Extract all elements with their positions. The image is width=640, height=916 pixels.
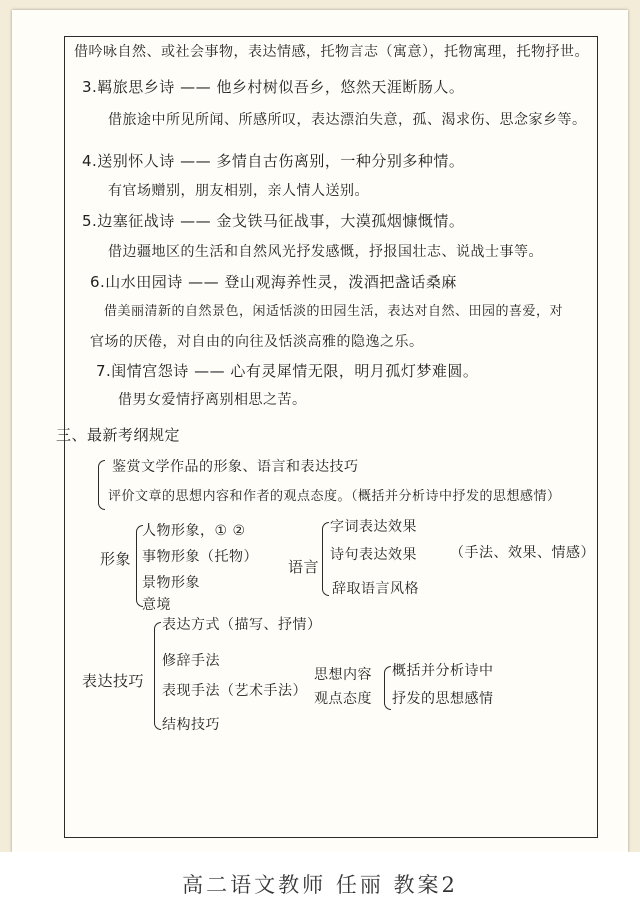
biaoda-item-4: 结构技巧 <box>162 717 220 733</box>
line-12: 借男女爱情抒离别相思之苦。 <box>118 392 307 408</box>
line-3: 借旅途中所见所闻、所感所叹，表达漂泊失意，孤、渴求伤、思念家乡等。 <box>108 112 587 128</box>
line-10: 官场的厌倦，对自由的向往及恬淡高雅的隐逸之乐。 <box>90 334 424 350</box>
footer-text: 高二语文教师 任丽 教案2 <box>182 873 458 897</box>
line-6: 5.边塞征战诗 —— 金戈铁马征战事，大漠孤烟慷慨情。 <box>82 212 465 230</box>
line-8: 6.山水田园诗 —— 登山观海养性灵，泼酒把盏话桑麻 <box>90 273 457 291</box>
footer-caption <box>0 852 640 916</box>
requirement-2: 评价文章的思想内容和作者的观点态度。（概括并分析诗中抒发的思想感情） <box>108 489 561 504</box>
biaoda-item-1: 表达方式（描写、抒情） <box>162 617 322 633</box>
section-title: 三、最新考纲规定 <box>56 426 181 444</box>
xingxiang-item-4: 意境 <box>142 597 171 613</box>
guandian-brace <box>384 666 391 710</box>
yuyan-item-2: 诗句表达效果 <box>330 547 417 563</box>
xingxiang-item-3: 景物形象 <box>142 575 200 591</box>
line-4: 4.送别怀人诗 —— 多情自古伤离别，一种分别多种情。 <box>82 152 465 170</box>
line-1: 借吟咏自然、或社会事物，表达情感，托物言志（寓意），托物寓理，托物抒世。 <box>74 44 589 60</box>
yuyan-item-3: 辞取语言风格 <box>332 581 419 597</box>
yuyan-brace <box>322 522 329 596</box>
requirements-brace <box>98 460 105 510</box>
line-2: 3.羁旅思乡诗 —— 他乡村树似吾乡，悠然天涯断肠人。 <box>82 78 465 96</box>
line-11: 7.闺情宫怨诗 —— 心有灵犀情无限，明月孤灯梦难圆。 <box>96 362 479 380</box>
yuyan-note: （手法、效果、情感） <box>450 545 595 561</box>
guandian-label-2: 观点态度 <box>314 691 372 707</box>
line-5: 有官场赠别，朋友相别，亲人情人送别。 <box>108 183 369 199</box>
yuyan-item-1: 字词表达效果 <box>330 519 417 535</box>
biaoda-brace <box>154 622 161 730</box>
line-9: 借美丽清新的自然景色，闲适恬淡的田园生活，表达对自然、田园的喜爱，对 <box>104 304 564 319</box>
biaoda-label: 表达技巧 <box>82 672 145 690</box>
notebook-page <box>12 10 628 852</box>
xingxiang-item-2: 事物形象（托物） <box>142 549 258 565</box>
line-7: 借边疆地区的生活和自然风光抒发感慨，抒报国壮志、说战士事等。 <box>108 244 543 260</box>
yuyan-label: 语言 <box>288 558 320 576</box>
requirement-1: 鉴赏文学作品的形象、语言和表达技巧 <box>112 459 359 475</box>
biaoda-item-2: 修辞手法 <box>162 653 220 669</box>
xingxiang-item-1: 人物形象，① ② <box>142 523 246 539</box>
guandian-item-2: 抒发的思想感情 <box>392 691 494 707</box>
guandian-label-1: 思想内容 <box>314 667 372 683</box>
guandian-item-1: 概括并分析诗中 <box>392 663 494 679</box>
xingxiang-label: 形象 <box>100 550 132 568</box>
biaoda-item-3: 表现手法（艺术手法） <box>162 683 307 699</box>
